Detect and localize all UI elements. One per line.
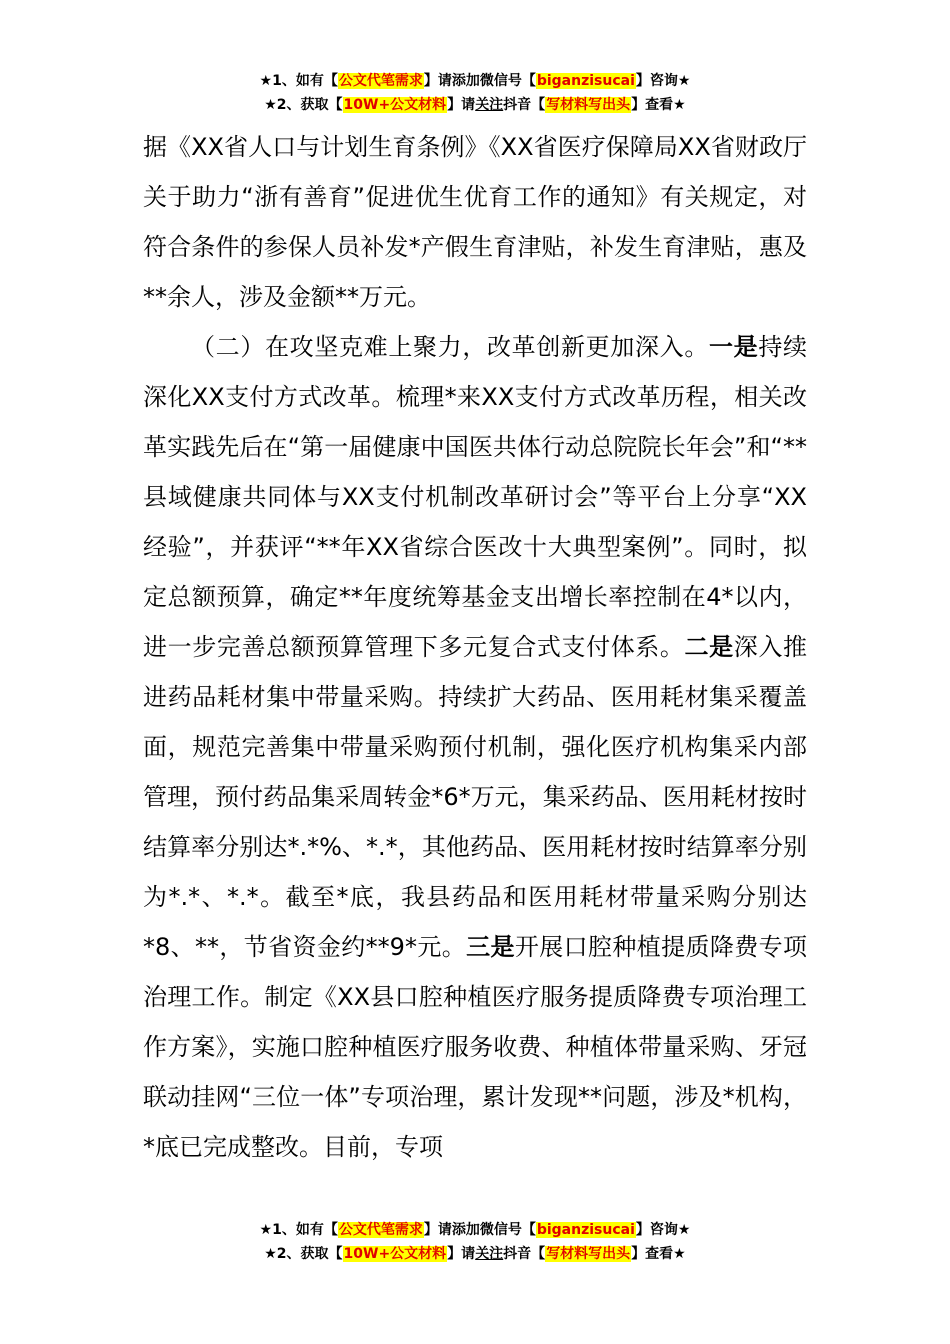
- banner-line-1: [0, 1218, 950, 1242]
- banner-text: ★2、获取【: [264, 97, 343, 113]
- banner-line-2: [0, 1242, 950, 1266]
- banner-text: 】查看★: [631, 1246, 686, 1262]
- banner-text: 】请: [447, 1246, 476, 1262]
- item-text: 深入推进药品耗材集中带量采购。持续扩大药品、医用耗材集采覆盖面，规范完善集中带量采购预付机制，强化医疗机构集采内部管理，预付药品集采周转金*6*万元，集采药品、医用耗材按时结算率分别达*.*%、*.*，其他药品、医用耗材按时结算率分别为*.*、*.*。截至*底，我县药品和医用耗材带量采购分别达*8、**，节省资金约**9*元。: [143, 633, 808, 961]
- banner-highlight: 写材料写出头: [546, 1246, 631, 1262]
- item-text: 持续深化XX支付方式改革。梳理*来XX支付方式改革历程，相关改革实践先后在“第一届健康中国医共体行动总院院长年会”和“**县域健康共同体与XX支付机制改革研讨会”等平台上分享“XX经验”，并获评“**年XX省综合医改十大典型案例”。同时，拟定总额预算，确定**年度统筹基金支出增长率控制在4*以内，进一步完善总额预算管理下多元复合式支付体系。: [143, 333, 808, 661]
- banner-highlight: biganzisucai: [536, 1222, 635, 1238]
- item-marker: 一是: [709, 333, 759, 361]
- paragraph-1: 据《XX省人口与计划生育条例》《XX省医疗保障局XX省财政厅关于助力“浙有善育”促进优生优育工作的通知》有关规定，对符合条件的参保人员补发*产假生育津贴，补发生育津贴，惠及**余人，涉及金额**万元。: [143, 133, 807, 311]
- banner-text: 】请添加: [423, 1222, 480, 1238]
- banner-text: 抖音【: [503, 1246, 546, 1262]
- banner-highlight: 10W+公文材料: [343, 1246, 447, 1262]
- banner-highlight: 公文代笔需求: [338, 1222, 423, 1238]
- banner-highlight: biganzisucai: [536, 73, 635, 89]
- banner-text: ★1、如有【: [259, 73, 338, 89]
- banner-line-1: [0, 69, 950, 93]
- banner-text: 】查看★: [631, 97, 686, 113]
- banner-line-2: [0, 93, 950, 117]
- banner-text: 】咨询★: [635, 1222, 691, 1238]
- banner-highlight: 写材料写出头: [546, 97, 631, 113]
- banner-text: ★2、获取【: [264, 1246, 343, 1262]
- banner-underlined: 关注: [475, 1246, 504, 1262]
- banner-text: 抖音【: [503, 97, 546, 113]
- banner-highlight: 10W+公文材料: [343, 97, 447, 113]
- banner-text: 微信号【: [479, 73, 536, 89]
- section-heading: （二）在攻坚克难上聚力，改革创新更加深入。: [191, 333, 709, 361]
- banner-text: ★1、如有【: [259, 1222, 338, 1238]
- banner-text: 】咨询★: [635, 73, 691, 89]
- banner-text: 】请: [447, 97, 476, 113]
- top-banner: [0, 69, 950, 117]
- banner-highlight: 公文代笔需求: [338, 73, 423, 89]
- item-marker: 二是: [684, 633, 734, 661]
- item-marker: 三是: [466, 933, 515, 961]
- paragraph-2: [143, 322, 807, 1172]
- banner-text: 微信号【: [479, 1222, 536, 1238]
- banner-text: 】请添加: [423, 73, 480, 89]
- document-body: [143, 122, 807, 1172]
- bottom-banner: [0, 1218, 950, 1266]
- banner-underlined: 关注: [475, 97, 504, 113]
- item-text: 开展口腔种植提质降费专项治理工作。制定《XX县口腔种植医疗服务提质降费专项治理工作方案》，实施口腔种植医疗服务收费、种植体带量采购、牙冠联动挂网“三位一体”专项治理，累计发现**问题，涉及*机构，*底已完成整改。目前，专项: [143, 933, 808, 1161]
